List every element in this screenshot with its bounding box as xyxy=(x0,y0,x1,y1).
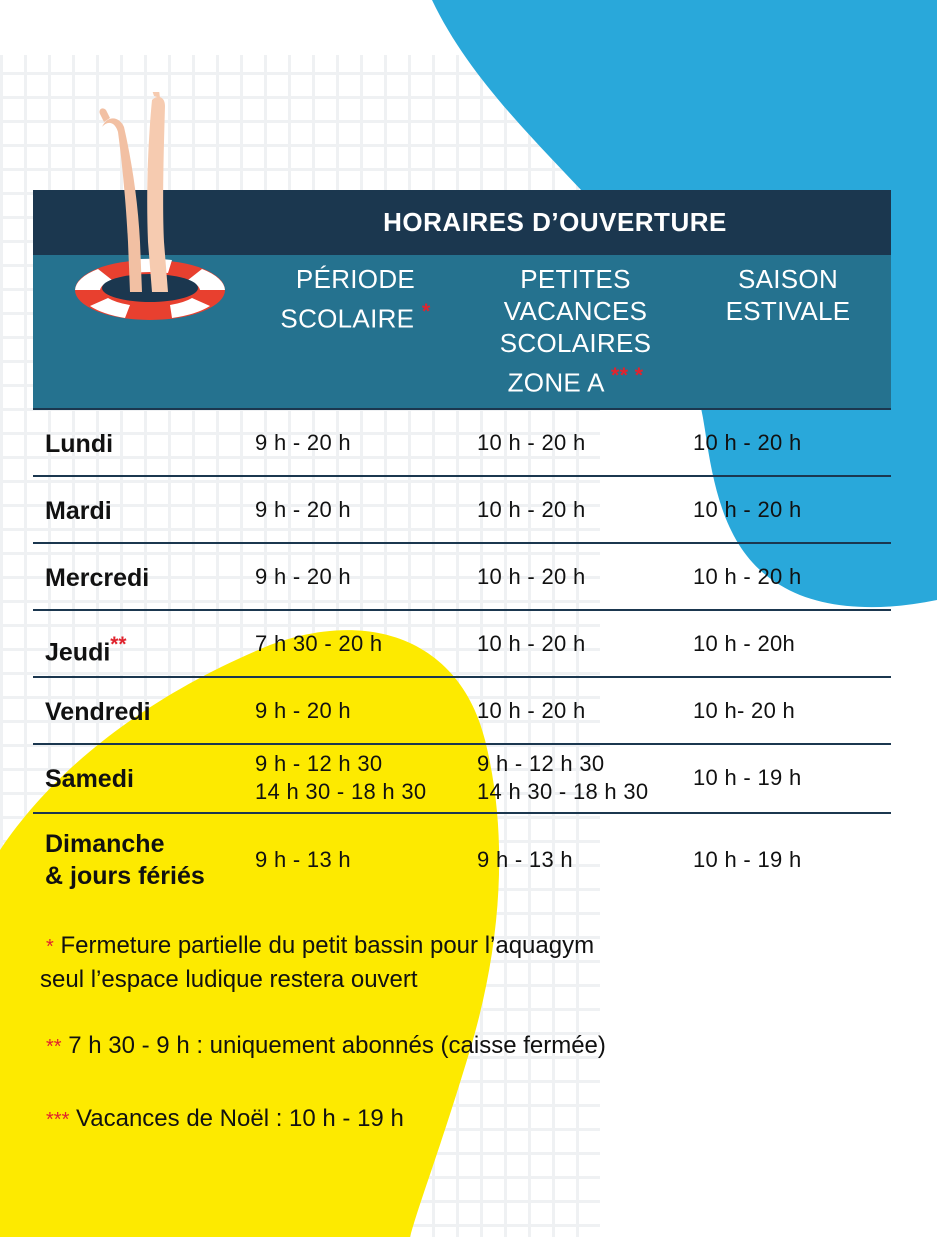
asterisk-mark: ** xyxy=(110,633,127,656)
day-label: Lundi xyxy=(45,430,114,458)
hours-cell: 10 h - 19 h xyxy=(693,765,802,790)
hours-cell: 9 h - 12 h 30 xyxy=(255,751,383,776)
hours-cell: 9 h - 20 h xyxy=(255,698,351,723)
page-title: HORAIRES D’OUVERTURE xyxy=(383,207,727,237)
asterisk-mark: * xyxy=(46,936,54,958)
column-header-line: PETITES xyxy=(520,264,631,294)
table-row xyxy=(33,676,891,743)
column-header-line: ZONE A ** * xyxy=(507,362,644,398)
column-header-line: VACANCES xyxy=(503,296,648,326)
day-label: Mardi xyxy=(45,497,112,525)
hours-cell: 10 h - 20 h xyxy=(693,497,802,522)
hours-cell: 10 h - 20 h xyxy=(477,631,586,656)
asterisk-mark: * xyxy=(421,298,431,323)
asterisk-mark: *** xyxy=(46,1109,70,1131)
hours-cell: 10 h - 20 h xyxy=(693,430,802,455)
hours-cell: 9 h - 20 h xyxy=(255,430,351,455)
swimmer-buoy-illustration xyxy=(60,92,260,340)
column-header-line: SCOLAIRE * xyxy=(280,298,431,334)
footnote-text: Fermeture partielle du petit bassin pour l’aquagym xyxy=(60,932,595,959)
table-row xyxy=(33,542,891,609)
hours-cell: 10 h - 20 h xyxy=(477,698,586,723)
table-row xyxy=(33,475,891,542)
hours-cell: 9 h - 20 h xyxy=(255,497,351,522)
table-row xyxy=(33,812,891,904)
column-header-petites-vacances xyxy=(463,263,688,399)
hours-cell: 10 h - 20 h xyxy=(477,497,586,522)
day-label: Vendredi xyxy=(45,698,151,726)
hours-cell: 10 h - 19 h xyxy=(693,847,802,872)
footnote xyxy=(46,1030,606,1063)
hours-cell: 9 h - 13 h xyxy=(255,847,351,872)
column-header-saison xyxy=(673,263,903,327)
day-label: & jours fériés xyxy=(45,862,205,890)
column-header-line: ESTIVALE xyxy=(725,296,851,326)
hours-cell: 10 h - 20 h xyxy=(693,564,802,589)
column-header-periode xyxy=(243,263,468,335)
hours-cell: 10 h - 20 h xyxy=(477,564,586,589)
hours-cell: 14 h 30 - 18 h 30 xyxy=(477,779,649,804)
footnote-text: Vacances de Noël : 10 h - 19 h xyxy=(76,1105,404,1132)
table-row xyxy=(33,609,891,676)
schedule-table xyxy=(33,408,891,904)
hours-cell: 10 h - 20h xyxy=(693,631,796,656)
column-header-line: SAISON xyxy=(737,264,839,294)
hours-cell: 7 h 30 - 20 h xyxy=(255,631,383,656)
asterisk-mark: ** xyxy=(46,1036,62,1058)
hours-cell: 9 h - 13 h xyxy=(477,847,573,872)
footnote-text: 7 h 30 - 9 h : uniquement abonnés (caisse fermée) xyxy=(68,1032,606,1059)
hours-cell: 10 h - 20 h xyxy=(477,430,586,455)
footnote-continuation: seul l’espace ludique restera ouvert xyxy=(40,966,418,993)
hours-cell: 9 h - 12 h 30 xyxy=(477,751,605,776)
footnote xyxy=(46,1103,404,1136)
hours-cell: 9 h - 20 h xyxy=(255,564,351,589)
footnote xyxy=(46,930,594,963)
column-header-line: PÉRIODE xyxy=(295,264,416,294)
column-header-line: SCOLAIRES xyxy=(499,328,652,358)
day-label: Dimanche xyxy=(45,830,165,858)
hours-cell: 14 h 30 - 18 h 30 xyxy=(255,779,427,804)
table-row xyxy=(33,408,891,475)
table-row xyxy=(33,743,891,812)
hours-cell: 10 h- 20 h xyxy=(693,698,796,723)
day-label: Jeudi** xyxy=(45,633,127,667)
day-label: Samedi xyxy=(45,765,134,793)
day-label: Mercredi xyxy=(45,564,150,592)
asterisk-mark: ** * xyxy=(610,362,644,387)
